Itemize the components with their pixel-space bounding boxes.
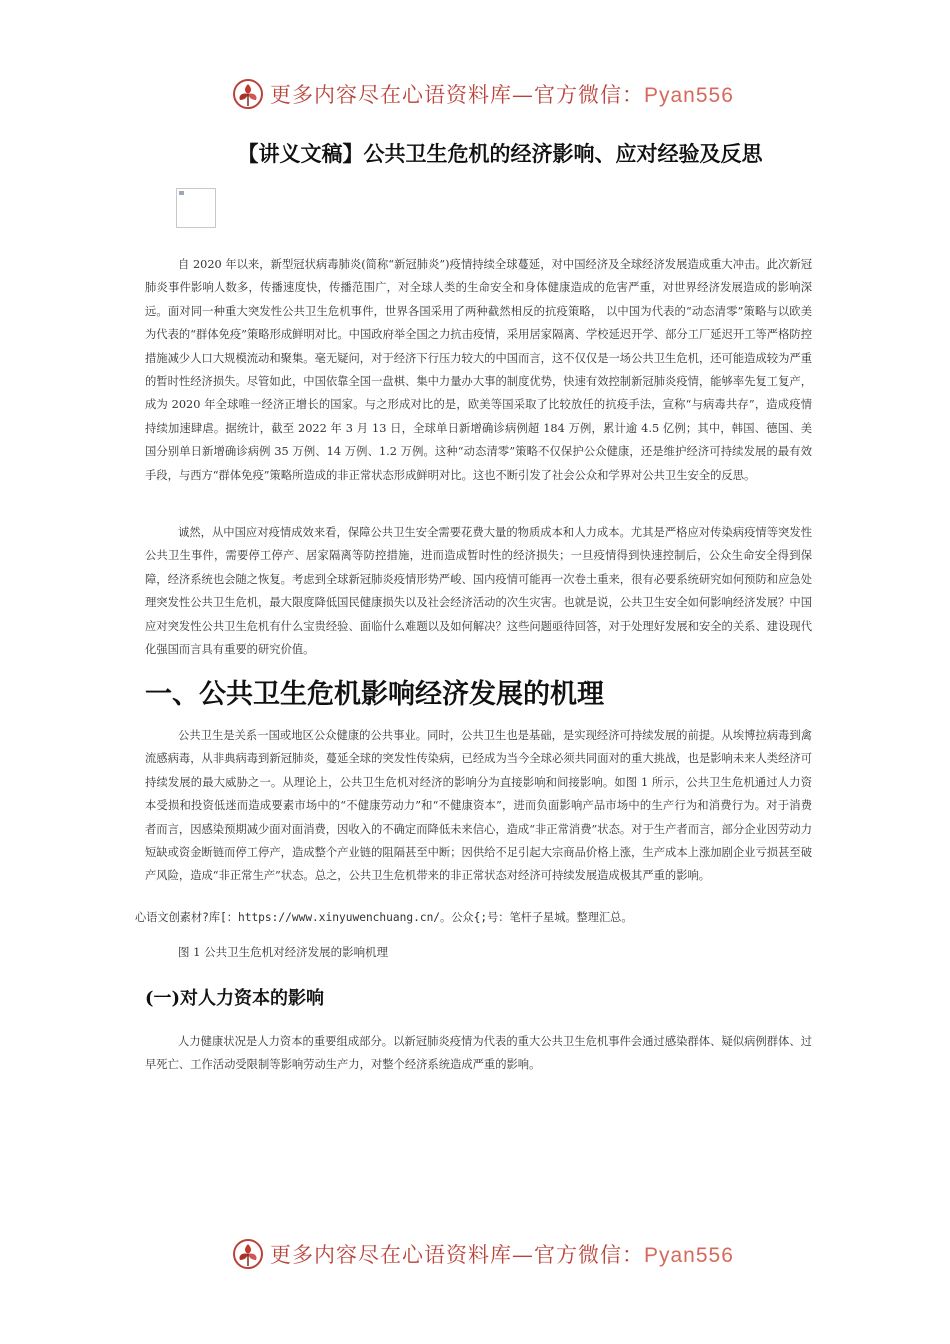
footer-banner — [232, 1236, 752, 1272]
broken-image-placeholder — [176, 188, 216, 228]
document-title: 【讲义文稿】公共卫生危机的经济影响、应对经验及反思 — [237, 142, 763, 166]
paragraph-subsection: 人力健康状况是人力资本的重要组成部分。以新冠肺炎疫情为代表的重大公共卫生危机事件会通过感染群体、疑似病例群体、过早死亡、工作活动受限制等影响劳动生产力，对整个经济系统造成严重的影响。 — [145, 1035, 812, 1072]
banner-text: 更多内容尽在心语资料库—官方微信：Pyan556 — [270, 83, 734, 107]
paragraph-section1: 公共卫生是关系一国或地区公众健康的公共事业。同时，公共卫生也是基础，是实现经济可持续发展的前提。从埃博拉病毒到禽流感病毒，从非典病毒到新冠肺炎，蔓延全球的突发性传染病，已经成为当今全球必须共同面对的重大挑战，也是影响未来人类经济可持续发展的最大威胁之一。从理论上，公共卫生危机对经济的影响分为直接影响和间接影响。如图 1 所示，公共卫生危机通过人力资本受损和投资低迷而造成要素市场中的“不健康劳动力”和“不健康资本”，进而负面影响产品市场中的生产行为和消费行为。对于消费者而言，因感染预期减少面对面消费，因收入的不确定而降低未来信心，造成“非正常消费”状态。对于生产者而言，部分企业因劳动力短缺或资金断链而停工停产，造成整个产业链的阻隔甚至中断；因供给不足引起大宗商品价格上涨，生产成本上涨加剧企业亏损甚至破产风险，造成“非正常生产”状态。总之，公共卫生危机带来的非正常状态对经济可持续发展造成极其严重的影响。 — [145, 729, 812, 883]
header-banner — [232, 76, 752, 112]
flower-logo-icon — [232, 78, 264, 110]
banner-wechat-id: Pyan556 — [644, 1244, 734, 1267]
figure-caption: 图 1 公共卫生危机对经济发展的影响机理 — [178, 945, 389, 959]
flower-logo-icon — [232, 1238, 264, 1270]
paragraph-second: 诚然，从中国应对疫情成效来看，保障公共卫生安全需要花费大量的物质成本和人力成本。尤其是严格应对传染病疫情等突发性公共卫生事件，需要停工停产、居家隔离等防控措施，进而造成暂时性的经济损失；一旦疫情得到快速控制后，公众生命安全得到保障，经济系统也会随之恢复。考虑到全球新冠肺炎疫情形势严峻、国内疫情可能再一次卷土重来，很有必要系统研究如何预防和应急处理突发性公共卫生危机，最大限度降低国民健康损失以及社会经济活动的次生灾害。也就是说，公共卫生安全如何影响经济发展？中国应对突发性公共卫生危机有什么宝贵经验、面临什么难题以及如何解决？这些问题亟待回答，对于处理好发展和安全的关系、建设现代化强国而言具有重要的研究价值。 — [145, 526, 812, 657]
paragraph-intro: 自 2020 年以来，新型冠状病毒肺炎(简称“新冠肺炎”)疫情持续全球蔓延，对中国经济及全球经济发展造成重大冲击。此次新冠肺炎事件影响人数多，传播速度快，传播范围广，对全球人类的生命安全和身体健康造成的危害严重，对世界经济发展造成的影响深远。面对同一种重大突发性公共卫生危机事件，世界各国采用了两种截然相反的抗疫策略， 以中国为代表的“动态清零”策略与以欧美为代表的“群体免疫”策略形成鲜明对比。中国政府举全国之力抗击疫情，采用居家隔离、学校延迟开学、部分工厂延迟开工等严格防控措施减少人口大规模流动和聚集。毫无疑问，对于经济下行压力较大的中国而言，这不仅仅是一场公共卫生危机，还可能造成较为严重的暂时性经济损失。尽管如此，中国依靠全国一盘棋、集中力量办大事的制度优势，快速有效控制新冠肺炎疫情，能够率先复工复产，成为 2020 年全球唯一经济正增长的国家。与之形成对比的是，欧美等国采取了比较放任的抗疫手法，宣称“与病毒共存”，造成疫情持续加速肆虐。据统计，截至 2022 年 3 月 13 日，全球单日新增确诊病例超 184 万例，累计逾 4.5 亿例；其中，韩国、德国、美国分别单日新增确诊病例 35 万例、14 万例、1.2 万例。这种“动态清零”策略不仅保护公众健康，还是维护经济可持续发展的最有效手段，与西方“群体免疫”策略所造成的非正常状态形成鲜明对比。这也不断引发了社会公众和学界对公共卫生安全的反思。 — [145, 258, 812, 482]
credit-line: 心语文创素材?库[：https://www.xinyuwenchuang.cn/。公众{;号：笔杆子星城。整理汇总。 — [135, 911, 633, 924]
subsection-heading: (一)对人力资本的影响 — [145, 988, 325, 1009]
banner-wechat-id: Pyan556 — [644, 84, 734, 107]
banner-text: 更多内容尽在心语资料库—官方微信：Pyan556 — [270, 1243, 734, 1267]
section-heading-1: 一、公共卫生危机影响经济发展的机理 — [145, 679, 604, 710]
